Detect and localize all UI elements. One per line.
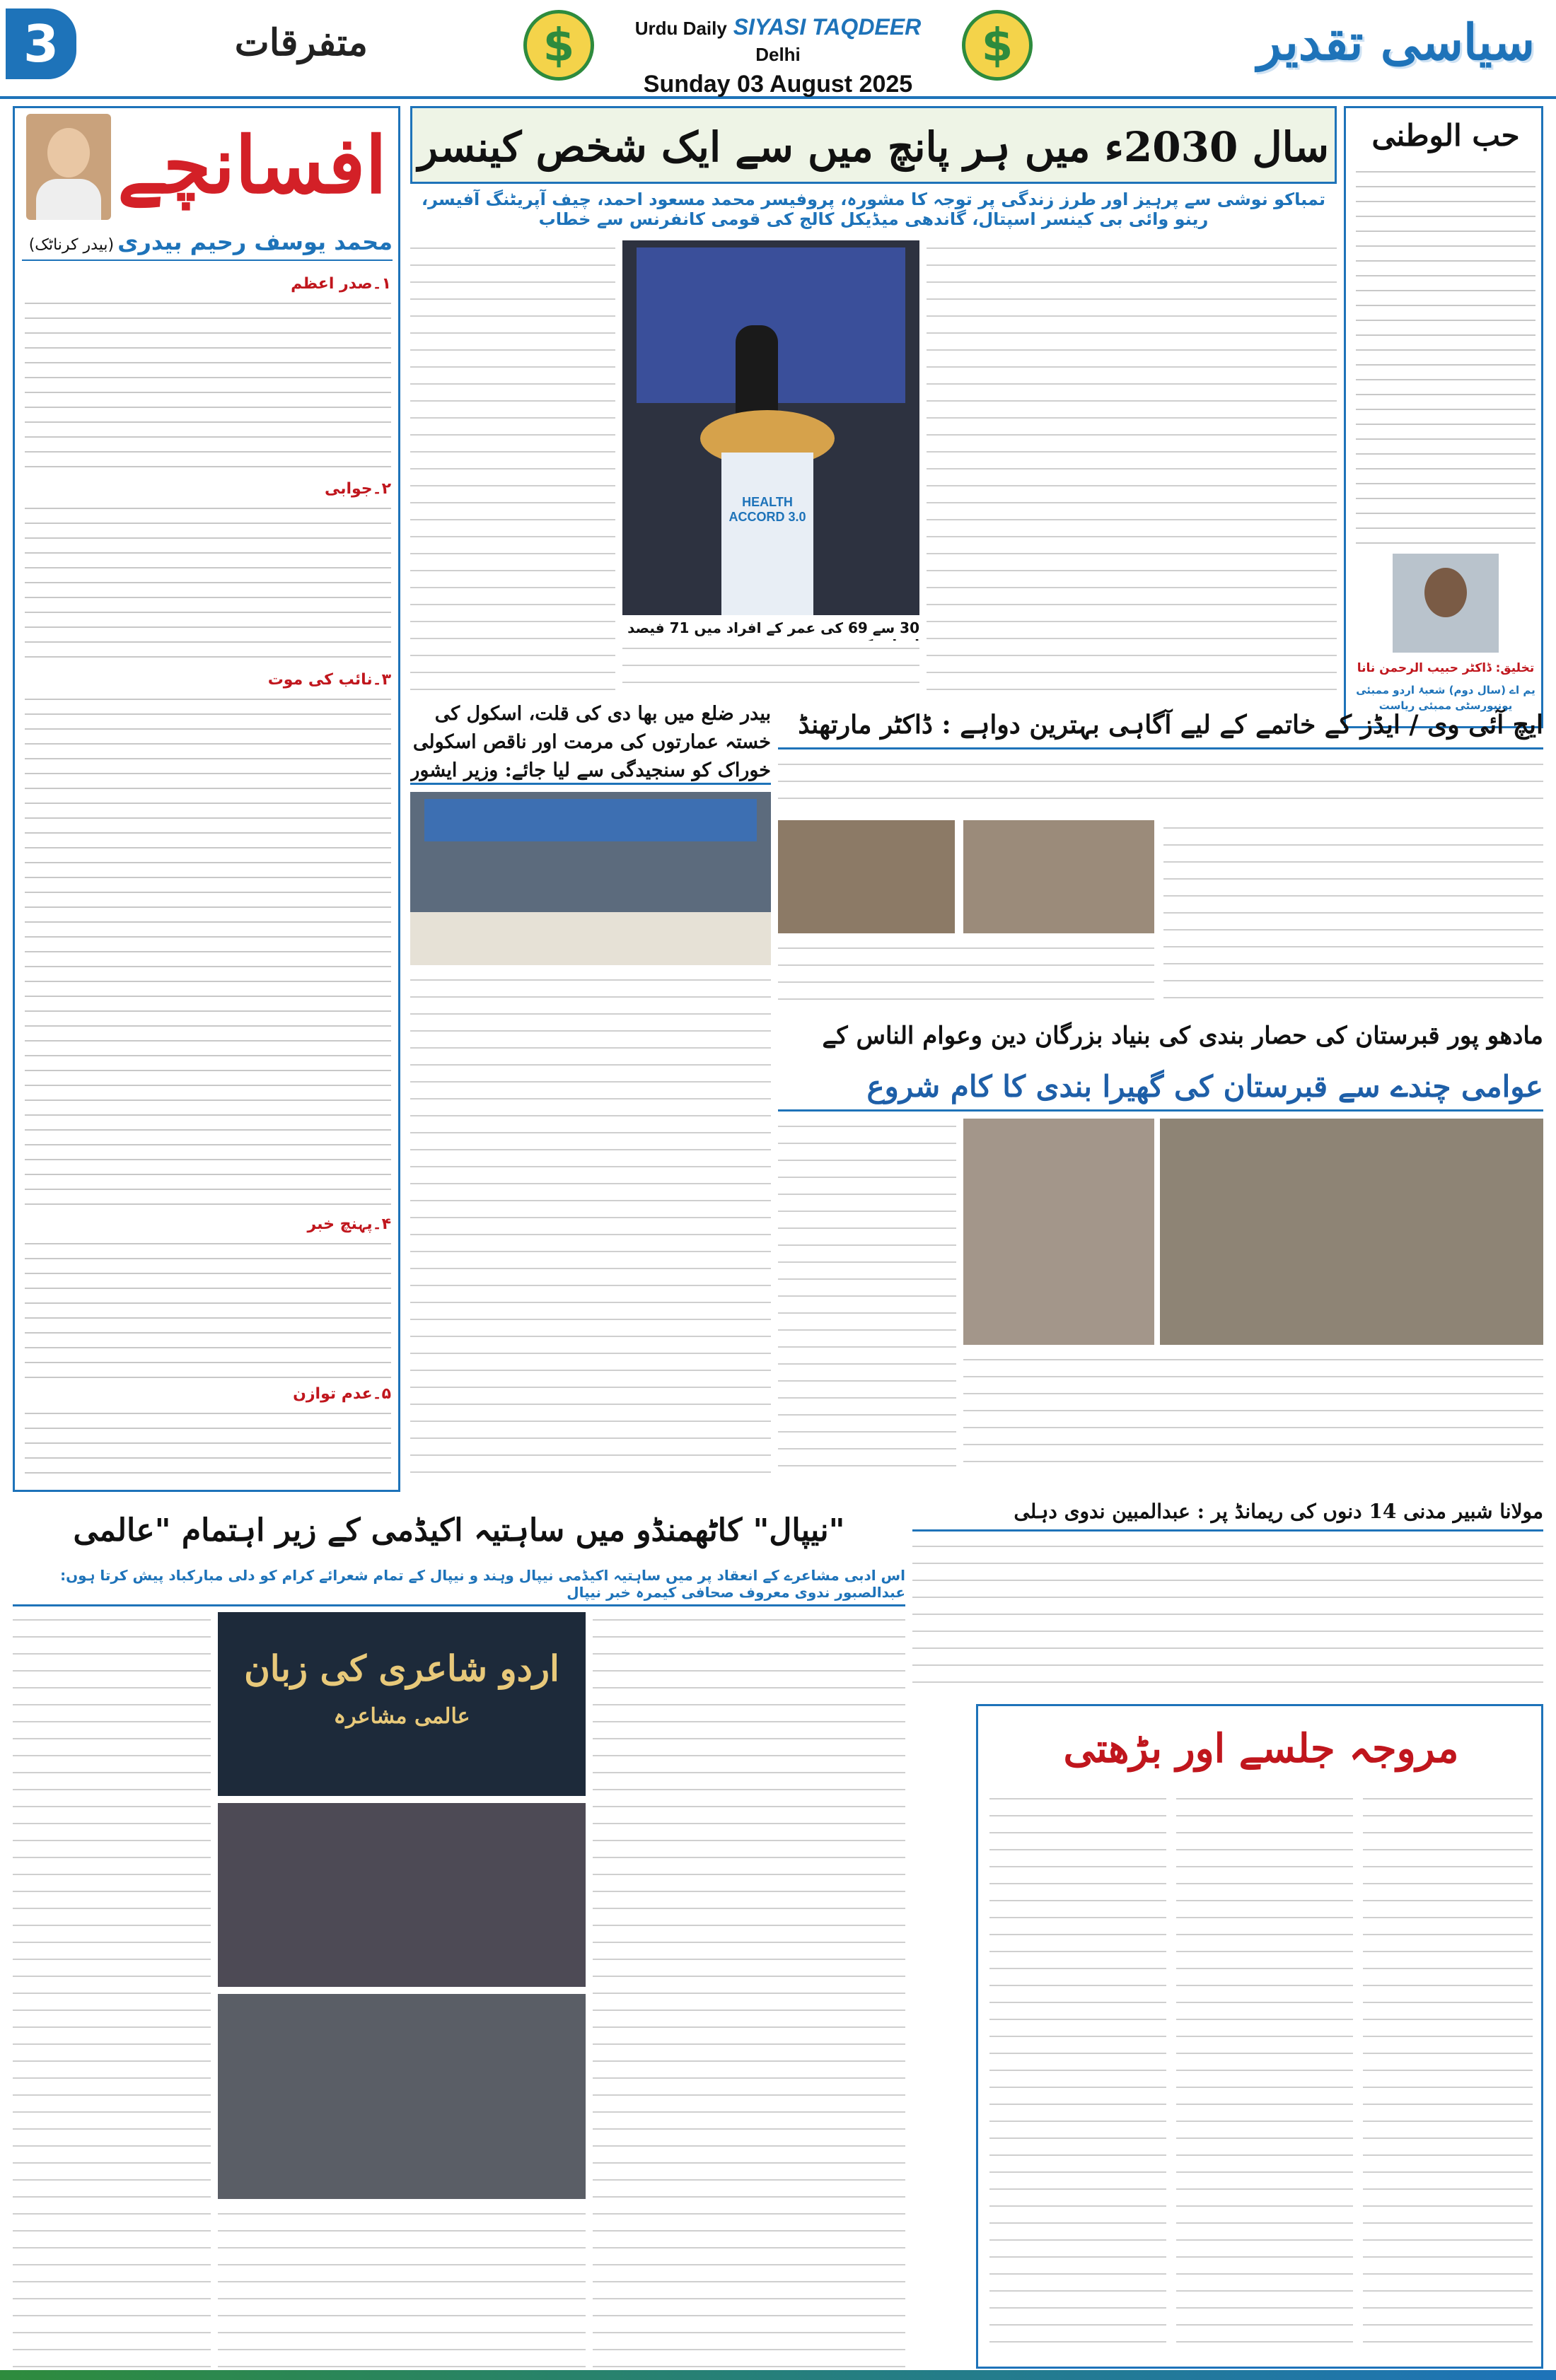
nepal-story — [13, 1499, 905, 2369]
mushaira-banner-line1: اردو شاعری کی زبان — [244, 1647, 559, 1689]
author-photo — [26, 114, 111, 220]
afsanche-item-heading: ۲۔جوابی — [324, 480, 391, 498]
shabbir-headline: مولانا شبیر مدنی 14 دنوں کی ریمانڈ پر : عبدالمبین ندوی دہلی — [912, 1492, 1543, 1532]
footer-strip — [0, 2370, 1556, 2380]
graveyard-story — [778, 1011, 1543, 1478]
afsanche-text — [25, 692, 391, 1208]
emblem-left — [523, 10, 594, 81]
bidar-story — [410, 700, 771, 1478]
paper-name: SIYASI TAQDEER — [733, 14, 922, 40]
graveyard-photo-1 — [1160, 1119, 1543, 1345]
khurafat-body-col1 — [989, 1791, 1166, 2357]
page-number-badge — [6, 8, 76, 79]
nepal-poem-column — [13, 1612, 211, 2369]
afsanche-body — [25, 275, 391, 1484]
hub-credit-sub: یم اے (سال دوم) شعبۂ اردو ممبئی یونیورسٹی ممبئی ریاست — [1356, 684, 1535, 712]
lead-body-right — [927, 240, 1337, 693]
khurafat-body-col3 — [1363, 1791, 1533, 2357]
graveyard-body — [778, 1119, 956, 1478]
meeting-table — [410, 912, 771, 965]
khurafat-box — [976, 1704, 1543, 2369]
lead-body-bottom — [622, 641, 919, 693]
nepal-headline: "نیپال" کاٹھمنڈو میں ساہتیہ اکیڈمی کے زیر اہتمام "عالمی — [73, 1512, 845, 1548]
author-name: محمد یوسف رحیم بیدری — [117, 228, 393, 255]
paper-name-line — [622, 14, 934, 66]
mushaira-banner-line2: عالمی مشاعرہ — [333, 1704, 470, 1729]
page-number: 3 — [23, 14, 59, 74]
paper-city: Delhi — [755, 44, 801, 65]
bidar-meeting-photo — [410, 792, 771, 965]
bidar-headline: بیدر ضلع میں بھا دی کی قلت، اسکول کی خستہ عمارتوں کی مرمت اور ناقص اسکولی خوراک کو سنجیدگی سے لیا جائے: وزیر ایشور — [410, 700, 771, 785]
author-face-icon — [47, 128, 90, 177]
afsanche-item-heading: ۱۔صدر اعظم — [291, 275, 391, 293]
hub-author-photo — [1393, 554, 1499, 653]
emblem-dollar-icon: $ — [981, 20, 1014, 72]
podium — [721, 453, 813, 615]
lead-stats-line: 30 سے 69 کی عمر کے افراد میں 71 فیصد — [627, 619, 919, 636]
hiv-body-cont — [1163, 820, 1543, 1004]
afsanche-item-heading: ۵۔عدم توازن — [293, 1385, 391, 1403]
masthead — [0, 0, 1556, 99]
afsanche-item-heading: ۴۔پہنچ خبر — [307, 1215, 391, 1233]
hub-poem-text — [1356, 165, 1535, 547]
afsanche-text — [25, 1406, 391, 1481]
hiv-body-under — [778, 940, 1154, 1004]
bidar-body — [410, 972, 771, 1478]
khurafat-body-col2 — [1176, 1791, 1353, 2357]
afsanche-text — [25, 1237, 391, 1378]
urdu-logo: سیاسی تقدیر — [1257, 13, 1535, 71]
section-title: متفرقات — [234, 21, 368, 64]
mushaira-group-photo-1 — [218, 1803, 586, 1987]
lead-body-left — [410, 240, 615, 693]
afsanche-column — [13, 106, 400, 1492]
issue-date: Sunday 03 August 2025 — [643, 71, 913, 98]
khurafat-title: مروجہ جلسے اور بڑھتی — [1063, 1725, 1459, 1772]
hub-title: حب الوطنی — [1371, 118, 1520, 153]
podium-banner: HEALTH ACCORD 3.0 — [728, 495, 806, 524]
shabbir-body — [912, 1539, 1543, 1697]
emblem-right — [962, 10, 1033, 81]
mushaira-group-photo-2 — [218, 1994, 586, 2199]
graveyard-photo-2 — [963, 1119, 1154, 1345]
emblem-dollar-icon: $ — [542, 20, 575, 72]
paper-title-block — [622, 14, 934, 98]
mushaira-banner-photo — [218, 1612, 586, 1796]
hub-ul-watani-box — [1344, 106, 1543, 728]
graveyard-body-under — [963, 1352, 1543, 1478]
hiv-story — [778, 700, 1543, 1004]
conference-photo — [622, 240, 919, 615]
graveyard-headline: مادھو پور قبرستان کی حصار بندی کی بنیاد بزرگان دین وعوام الناس کے — [822, 1022, 1543, 1050]
afsanche-text — [25, 296, 391, 473]
hiv-headline: ایچ آئی وی / ایڈز کے خاتمے کے لیے آگاہی بہترین دواہے : ڈاکٹر مارتھنڈ — [778, 700, 1543, 749]
nepal-body-under — [218, 2206, 586, 2369]
nepal-subhead: اس ادبی مشاعرے کے انعقاد پر میں ساہتیہ اکیڈمی نیپال وہند و نیپال کے تمام شعرائے کرام کو دلی مبارکباد پیش کرتا ہوں: عبدالصبور ندوی معروف صحافی کیمرہ خبر نیپال — [13, 1567, 905, 1606]
graveyard-subheadline: عوامی چندے سے قبرستان کی گھیرا بندی کا کام شروع — [778, 1062, 1543, 1112]
banner-backdrop — [424, 799, 757, 841]
paper-prefix: Urdu Daily — [634, 18, 727, 39]
lead-story — [410, 106, 1337, 693]
afsanche-text — [25, 501, 391, 664]
hiv-photo-1 — [778, 820, 955, 933]
hiv-photo-2 — [963, 820, 1154, 933]
afsanche-author — [22, 228, 393, 261]
lead-subhead: تمباکو نوشی سے پرہیز اور طرز زندگی پر توجہ کا مشورہ، پروفیسر محمد مسعود احمد، چیف آپریٹنگ آفیسر، رینو وائی بی کینسر اسپتال، گاندھی میڈیکل کالج کی قومی کانفرنس سے خطاب — [421, 189, 1326, 229]
afsanche-item-heading: ۳۔نائب کی موت — [267, 671, 391, 689]
nepal-body-right — [593, 1612, 905, 2369]
hub-author-face-icon — [1424, 568, 1467, 617]
hiv-body — [778, 757, 1543, 813]
author-city: (بیدر کرناٹک) — [28, 236, 115, 254]
lead-headline: سال 2030ء میں ہر پانچ میں سے ایک شخص کینسر — [410, 106, 1337, 184]
hub-credit: تخلیق: ڈاکٹر حبیب الرحمن نانا — [1357, 661, 1535, 675]
shabbir-story — [912, 1492, 1543, 1697]
afsanche-title: افسانچے — [117, 119, 387, 211]
